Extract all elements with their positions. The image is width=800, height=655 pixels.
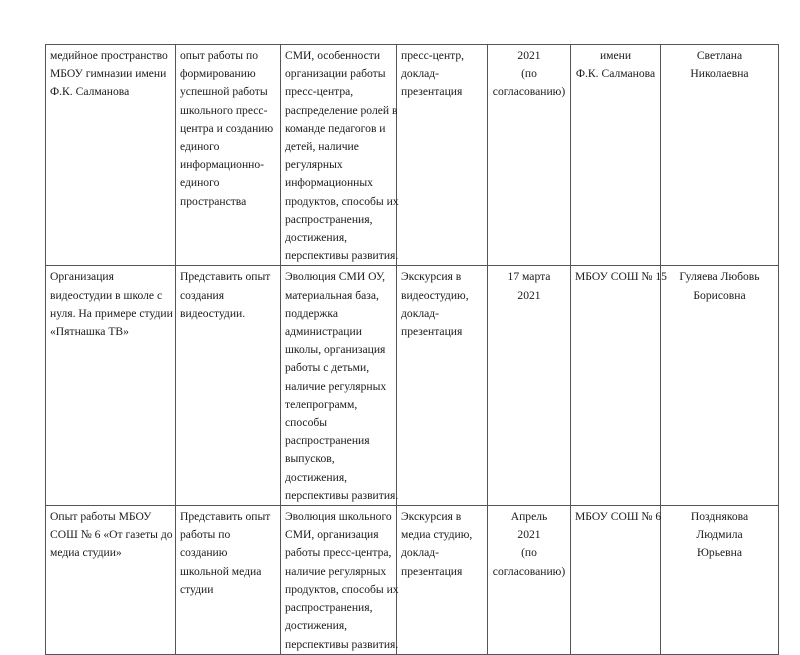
cell-text-line: школьного пресс- xyxy=(180,103,268,117)
cell-person xyxy=(661,45,779,266)
cell-text-line: организации работы xyxy=(285,67,386,81)
cell-text-line: доклад- xyxy=(401,546,440,560)
cell-date xyxy=(488,506,571,655)
cell-text-line: информационных xyxy=(285,176,373,190)
cell-text-line: нуля. На примере студии xyxy=(50,306,173,320)
cell-text-line: наличие регулярных xyxy=(285,564,387,578)
cell-text-line: 17 марта xyxy=(507,270,551,284)
cell-text-line: распространения xyxy=(285,434,370,448)
cell-text-line: продуктов, способы их xyxy=(285,194,399,208)
cell-text-line: администрации xyxy=(285,325,362,339)
cell-text-line: Организация xyxy=(50,270,114,284)
cell-goal xyxy=(176,266,281,506)
cell-text-line: пресс-центра, xyxy=(285,85,354,99)
cell-text-line: Экскурсия в xyxy=(401,270,462,284)
cell-text-line: Представить опыт xyxy=(180,510,271,524)
cell-text-line: 2021 xyxy=(517,528,541,542)
cell-text-line: видеостудию, xyxy=(401,288,469,302)
cell-date xyxy=(488,45,571,266)
cell-text-line: распределение ролей в xyxy=(285,103,398,117)
cell-text-line: распространения, xyxy=(285,212,373,226)
events-table xyxy=(45,44,779,655)
cell-text-line: перспективы развития. xyxy=(285,637,399,651)
cell-text-line: СОШ № 6 «От газеты до xyxy=(50,528,173,542)
cell-text-line: школьной медиа xyxy=(180,564,262,578)
cell-text-line: видеостудии в школе с xyxy=(50,288,163,302)
cell-text-line: достижения, xyxy=(285,619,348,633)
cell-text-line: Гуляева Любовь xyxy=(679,270,760,284)
cell-goal xyxy=(176,45,281,266)
cell-text-line: опыт работы по xyxy=(180,49,258,62)
cell-text-line: видеостудии. xyxy=(180,306,246,320)
cell-text-line: доклад- xyxy=(401,306,440,320)
cell-text-line: школы, организация xyxy=(285,343,386,357)
cell-text-line: Представить опыт xyxy=(180,270,271,284)
cell-text-line: работы по xyxy=(180,528,231,542)
cell-text-line: телепрограмм, xyxy=(285,397,358,411)
cell-text-line: МБОУ гимназии имени xyxy=(50,67,167,81)
cell-text-line: единого xyxy=(180,140,220,154)
cell-text-line: согласованию) xyxy=(492,564,566,578)
table-row xyxy=(46,506,779,655)
cell-text-line: медийное пространство xyxy=(50,49,168,62)
cell-form xyxy=(397,45,488,266)
cell-text-line: презентация xyxy=(401,564,463,578)
cell-text-line: Ф.К. Салманова xyxy=(575,67,656,81)
cell-text-line: работы с детьми, xyxy=(285,361,370,375)
cell-content xyxy=(281,266,397,506)
table-row xyxy=(46,266,779,506)
cell-text-line: СМИ, организация xyxy=(285,528,379,542)
cell-place xyxy=(571,45,661,266)
cell-text-line: Людмила xyxy=(696,528,743,542)
cell-text-line: выпусков, xyxy=(285,452,335,466)
cell-form xyxy=(397,266,488,506)
cell-text-line: согласованию) xyxy=(492,85,566,99)
cell-text-line: Светлана xyxy=(696,49,743,62)
cell-text-line: МБОУ СОШ № 6 xyxy=(575,510,662,524)
cell-text-line: презентация xyxy=(401,85,463,99)
cell-text-line: МБОУ СОШ № 15 xyxy=(575,270,667,284)
cell-text-line: Эволюция СМИ ОУ, xyxy=(285,270,386,284)
cell-text-line: Борисовна xyxy=(693,288,746,302)
cell-text-line: Экскурсия в xyxy=(401,510,462,524)
cell-text-line: перспективы развития. xyxy=(285,488,399,502)
cell-text-line: медиа студию, xyxy=(401,528,473,542)
cell-content xyxy=(281,45,397,266)
cell-text-line: наличие регулярных xyxy=(285,379,387,393)
cell-content xyxy=(281,506,397,655)
cell-text-line: информационно- xyxy=(180,158,265,172)
cell-person xyxy=(661,266,779,506)
cell-text-line: формированию xyxy=(180,67,256,81)
cell-text-line: Опыт работы МБОУ xyxy=(50,510,152,524)
cell-text-line: 2021 xyxy=(517,49,541,62)
cell-goal xyxy=(176,506,281,655)
cell-text-line: регулярных xyxy=(285,158,343,172)
cell-text-line: (по xyxy=(521,546,537,560)
cell-topic xyxy=(46,506,176,655)
cell-text-line: пресс-центр, xyxy=(401,49,465,62)
cell-text-line: (по xyxy=(521,67,537,81)
cell-text-line: детей, наличие xyxy=(285,140,359,154)
cell-text-line: распространения, xyxy=(285,601,373,615)
cell-form xyxy=(397,506,488,655)
cell-text-line: 2021 xyxy=(517,288,541,302)
cell-text-line: перспективы развития. xyxy=(285,249,399,263)
cell-date xyxy=(488,266,571,506)
cell-text-line: созданию xyxy=(180,546,228,560)
cell-text-line: продуктов, способы их xyxy=(285,582,399,596)
cell-text-line: СМИ, особенности xyxy=(285,49,381,62)
cell-text-line: презентация xyxy=(401,325,463,339)
cell-text-line: центра и созданию xyxy=(180,121,274,135)
cell-text-line: материальная база, xyxy=(285,288,379,302)
cell-text-line: Эволюция школьного xyxy=(285,510,392,524)
cell-text-line: успешной работы xyxy=(180,85,268,99)
cell-text-line: способы xyxy=(285,416,328,430)
cell-text-line: поддержка xyxy=(285,306,339,320)
cell-text-line: «Пятнашка ТВ» xyxy=(50,325,129,339)
cell-text-line: Ф.К. Салманова xyxy=(50,85,130,99)
cell-text-line: Николаевна xyxy=(690,67,749,81)
cell-text-line: имени xyxy=(599,49,632,62)
cell-text-line: достижения, xyxy=(285,231,348,245)
cell-person xyxy=(661,506,779,655)
cell-text-line: пространства xyxy=(180,194,247,208)
cell-text-line: единого xyxy=(180,176,220,190)
cell-text-line: достижения, xyxy=(285,470,348,484)
cell-text-line: создания xyxy=(180,288,225,302)
cell-topic xyxy=(46,266,176,506)
cell-text-line: медиа студии» xyxy=(50,546,122,560)
cell-text-line: студии xyxy=(180,582,214,596)
cell-text-line: доклад- xyxy=(401,67,440,81)
cell-place xyxy=(571,266,667,506)
cell-text-line: работы пресс-центра, xyxy=(285,546,392,560)
cell-topic xyxy=(46,45,176,266)
table-row xyxy=(46,45,779,266)
cell-text-line: Юрьевна xyxy=(697,546,742,560)
cell-text-line: команде педагогов и xyxy=(285,121,386,135)
cell-place xyxy=(571,506,661,655)
cell-text-line: Позднякова xyxy=(690,510,749,524)
cell-text-line: Апрель xyxy=(510,510,548,524)
